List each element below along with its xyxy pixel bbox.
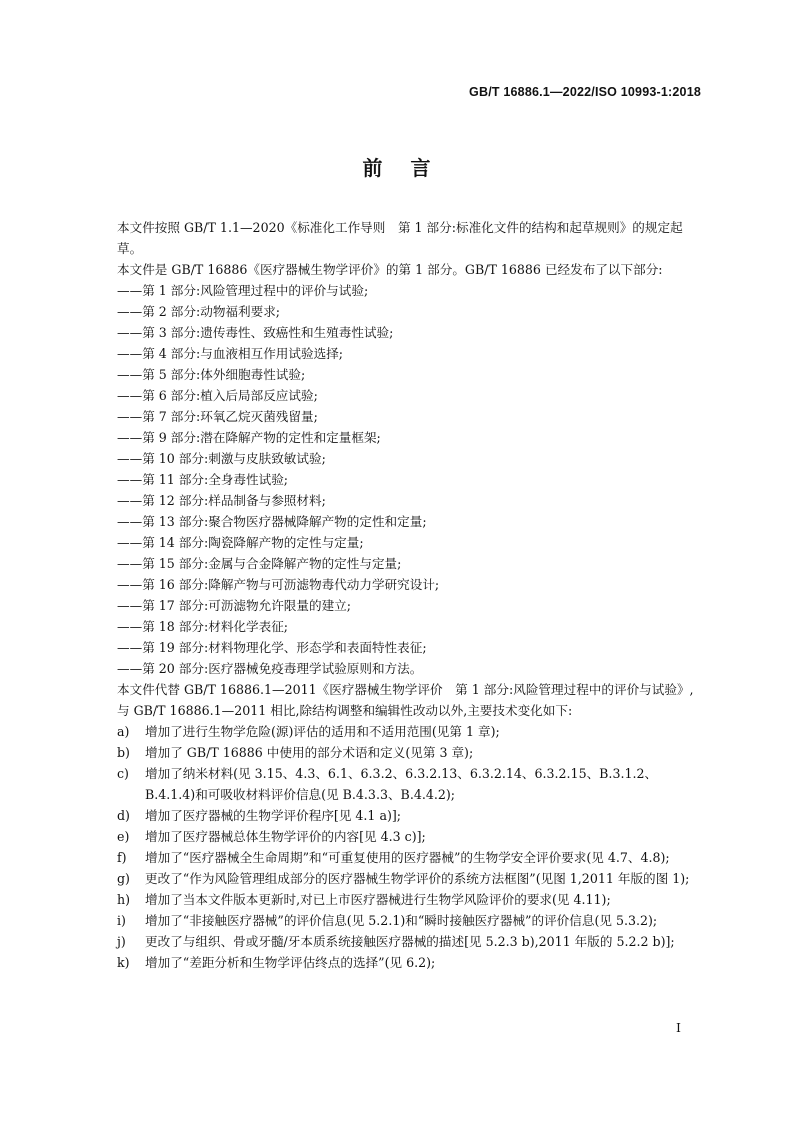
list-item: ——第 7 部分:环氧乙烷灭菌残留量; [117, 409, 318, 424]
list-item: ——第 2 部分:动物福利要求; [117, 304, 281, 319]
item-marker: b) [117, 745, 130, 760]
list-item: ——第 17 部分:可沥滤物允许限量的建立; [117, 598, 352, 613]
item-text: 增加了“差距分析和生物学评估终点的选择”(见 6.2); [145, 955, 436, 970]
list-item: ——第 3 部分:遗传毒性、致癌性和生殖毒性试验; [117, 325, 394, 340]
item-marker: a) [117, 724, 130, 739]
list-item: ——第 4 部分:与血液相互作用试验选择; [117, 346, 344, 361]
list-item: ——第 19 部分:材料物理化学、形态学和表面特性表征; [117, 640, 427, 655]
list-item: ——第 11 部分:全身毒性试验; [117, 472, 289, 487]
list-item [117, 952, 703, 973]
list-item: ——第 6 部分:植入后局部反应试验; [117, 388, 318, 403]
item-text: 增加了“非接触医疗器械”的评价信息(见 5.2.1)和“瞬时接触医疗器械”的评价信息(见 5.3.2); [145, 913, 658, 928]
list-item [117, 721, 703, 742]
list-item: ——第 13 部分:聚合物医疗器械降解产物的定性和定量; [117, 514, 427, 529]
list-item [117, 742, 703, 763]
standard-code: GB/T 16886.1—2022/ISO 10993-1:2018 [469, 85, 701, 99]
list-item [117, 805, 703, 826]
list-item: ——第 12 部分:样品制备与参照材料; [117, 493, 326, 508]
list-item: ——第 16 部分:降解产物与可沥滤物毒代动力学研究设计; [117, 577, 440, 592]
item-text: 增加了纳米材料(见 3.15、4.3、6.1、6.3.2、6.3.2.13、6.3.2.14、6.3.2.15、B.3.1.2、B.4.1.4)和可吸收材料评价信息(见 B.4.3.3、B.4.4.2); [145, 766, 658, 802]
item-marker: d) [117, 808, 130, 823]
page-number: Ⅰ [676, 1020, 681, 1035]
item-marker: j) [117, 934, 126, 949]
parts-list [117, 280, 703, 679]
item-text: 增加了“医疗器械全生命周期”和“可重复使用的医疗器械”的生物学安全评价要求(见 4.7、4.8); [145, 850, 670, 865]
item-text: 增加了医疗器械的生物学评价程序[见 4.1 a)]; [145, 808, 402, 823]
list-item [117, 910, 703, 931]
list-item: ——第 10 部分:刺激与皮肤致敏试验; [117, 451, 326, 466]
list-item [117, 868, 703, 889]
item-marker: h) [117, 892, 131, 907]
intro-paragraph-2: 本文件是 GB/T 16886《医疗器械生物学评价》的第 1 部分。GB/T 16886 已经发布了以下部分: [117, 262, 663, 277]
list-item [117, 931, 703, 952]
changes-list [117, 721, 703, 973]
list-item [117, 847, 703, 868]
list-item [117, 889, 703, 910]
foreword-body [117, 217, 703, 973]
list-item: ——第 14 部分:陶瓷降解产物的定性与定量; [117, 535, 364, 550]
item-marker: g) [117, 871, 130, 886]
item-marker: e) [117, 829, 130, 844]
item-marker: i) [117, 913, 126, 928]
item-marker: k) [117, 955, 130, 970]
item-text: 增加了 GB/T 16886 中使用的部分术语和定义(见第 3 章); [145, 745, 474, 760]
list-item: ——第 20 部分:医疗器械免疫毒理学试验原则和方法。 [117, 661, 423, 676]
replacement-paragraph: 本文件代替 GB/T 16886.1—2011《医疗器械生物学评价 第 1 部分:风险管理过程中的评价与试验》,与 GB/T 16886.1—2011 相比,除结构调整和编辑性改动以外,主要技术变化如下: [117, 682, 694, 718]
item-text: 更改了“作为风险管理组成部分的医疗器械生物学评价的系统方法框图”(见图 1,2011 年版的图 1); [145, 871, 690, 886]
intro-paragraph-1: 本文件按照 GB/T 1.1—2020《标准化工作导则 第 1 部分:标准化文件的结构和起草规则》的规定起草。 [117, 220, 683, 256]
item-marker: c) [117, 766, 129, 781]
list-item: ——第 9 部分:潜在降解产物的定性和定量框架; [117, 430, 381, 445]
item-marker: f) [117, 850, 127, 865]
item-text: 增加了医疗器械总体生物学评价的内容[见 4.3 c)]; [145, 829, 426, 844]
list-item: ——第 1 部分:风险管理过程中的评价与试验; [117, 283, 369, 298]
list-item: ——第 5 部分:体外细胞毒性试验; [117, 367, 306, 382]
list-item: ——第 18 部分:材料化学表征; [117, 619, 289, 634]
list-item [117, 763, 703, 805]
page-title: 前言 [362, 156, 459, 180]
item-text: 增加了进行生物学危险(源)评估的适用和不适用范围(见第 1 章); [145, 724, 500, 739]
list-item [117, 826, 703, 847]
list-item: ——第 15 部分:金属与合金降解产物的定性与定量; [117, 556, 402, 571]
item-text: 更改了与组织、骨或牙髓/牙本质系统接触医疗器械的描述[见 5.2.3 b),2011 年版的 5.2.2 b)]; [145, 934, 675, 949]
item-text: 增加了当本文件版本更新时,对已上市医疗器械进行生物学风险评价的要求(见 4.11); [145, 892, 611, 907]
